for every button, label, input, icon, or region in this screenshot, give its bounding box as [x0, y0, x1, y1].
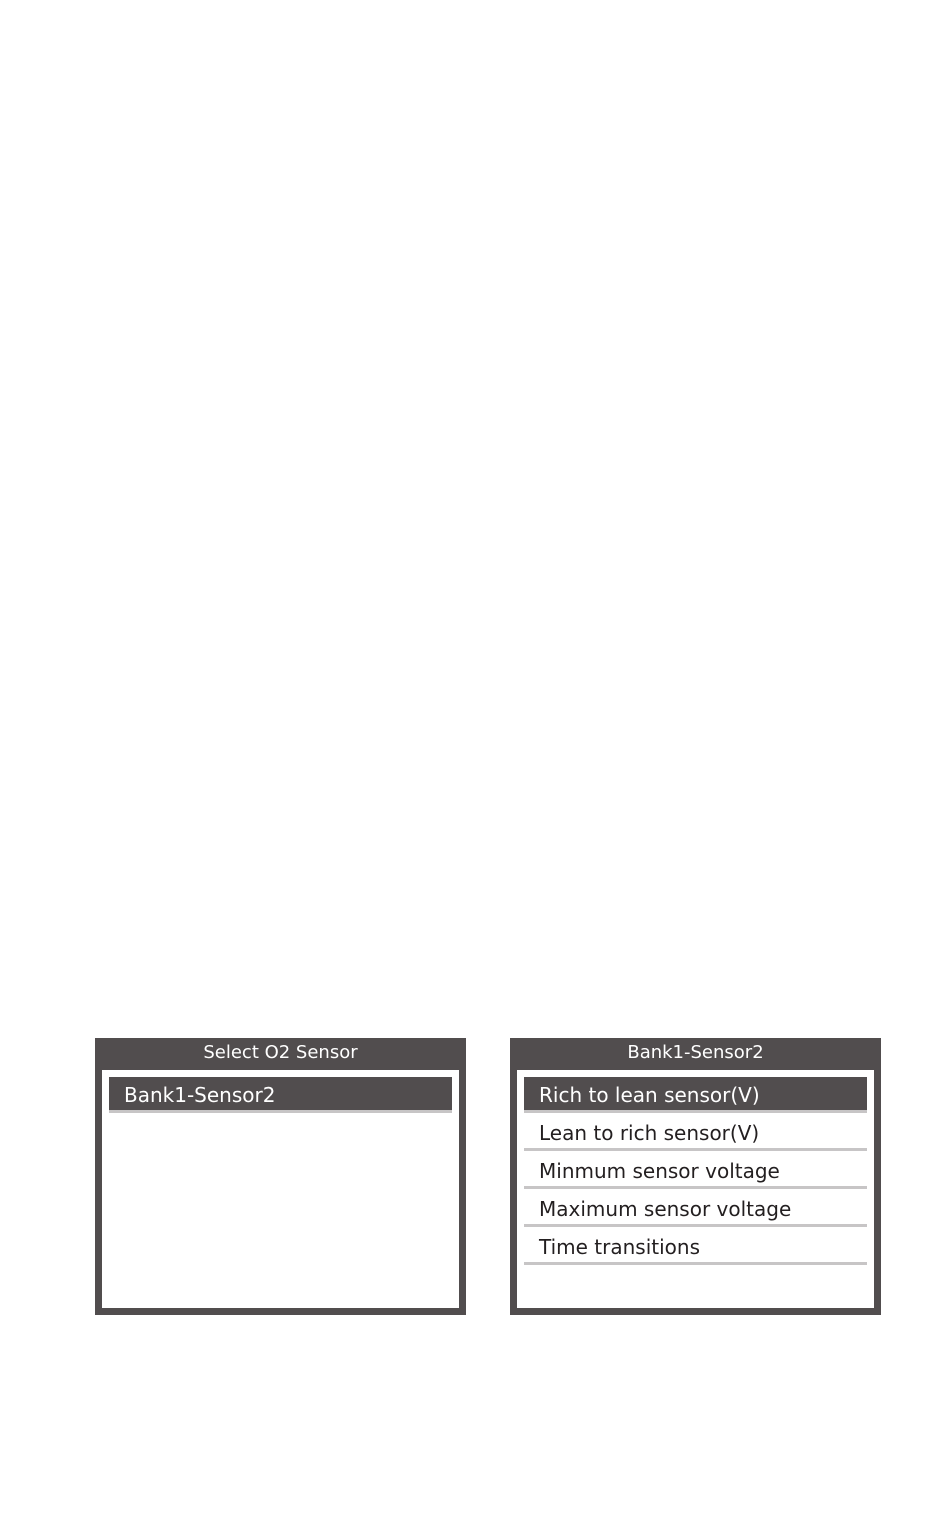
menu-item-time-transitions[interactable]: Time transitions: [524, 1229, 867, 1265]
screen-title: Select O2 Sensor: [95, 1038, 466, 1070]
menu-item-min-voltage[interactable]: Minmum sensor voltage: [524, 1153, 867, 1189]
bank1-sensor2-screen: [510, 1038, 881, 1315]
menu-item-rich-to-lean[interactable]: Rich to lean sensor(V): [524, 1077, 867, 1113]
menu-item-lean-to-rich[interactable]: Lean to rich sensor(V): [524, 1115, 867, 1151]
test-list: [524, 1077, 867, 1267]
select-o2-sensor-screen: [95, 1038, 466, 1315]
menu-item-max-voltage[interactable]: Maximum sensor voltage: [524, 1191, 867, 1227]
menu-item-bank1-sensor2[interactable]: Bank1-Sensor2: [109, 1077, 452, 1113]
sensor-list: [109, 1077, 452, 1115]
screen-title: Bank1-Sensor2: [510, 1038, 881, 1070]
